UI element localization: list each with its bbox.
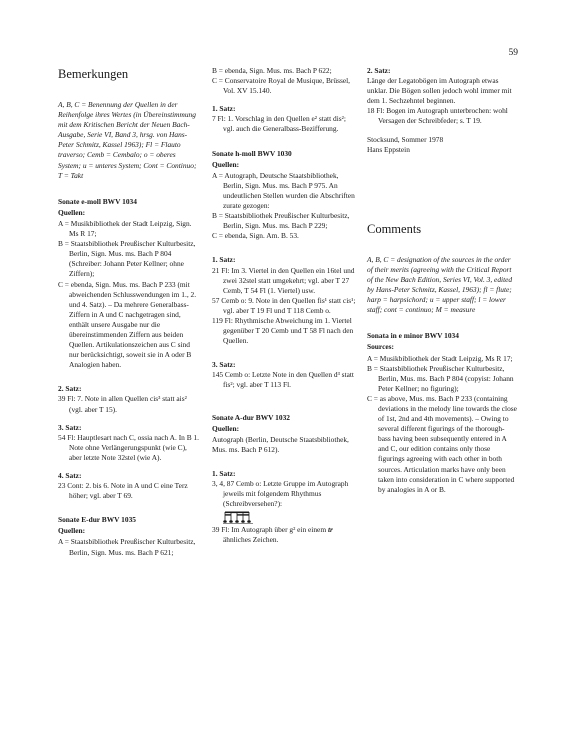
source-entry: A = Musikbibliothek der Stadt Leipzig, Sign. Ms R 17; bbox=[58, 218, 192, 239]
note-entry: 21 Fl: Im 3. Viertel in den Quellen ein 16tel und zwei 32stel statt umgekehrt; vgl. aber T 27 Cemb, T 54 Fl (1. Viertel) usw. bbox=[212, 265, 355, 295]
note-entry: 3, 4, 87 Cemb o: Letzte Gruppe im Autograph jeweils mit folgendem Rhythmus (Schreibversehen?): bbox=[212, 479, 349, 509]
source-entry: A = Musikbibliothek der Stadt Leipzig, Ms R 17; bbox=[367, 353, 513, 363]
sources-label: Sources: bbox=[367, 342, 394, 352]
signoff-name: Hans Eppstein bbox=[367, 144, 410, 154]
note-entry: 7 Fl: 1. Vorschlag in den Quellen e² statt dis²; vgl. auch die Generalbass-Bezifferung. bbox=[212, 114, 346, 134]
rhythm-notation-icon bbox=[223, 510, 253, 524]
source-entry: C = ebenda, Sign. Mus. ms. Bach P 233 (mit abweichenden Schlusswendungen im 1., 2. und 4. Satz). – Da mehrere Generalbass-Ziffern in A und C nachgetragen sind, enthält unsere Ausgabe nur die übereinstimmenden Ziffern aus beiden Quellen. Artikulationszeichen aus C sind nur berücksichtigt, soweit sie in A oder B Analogien haben. bbox=[58, 279, 197, 370]
source-entry: Autograph (Berlin, Deutsche Staatsbibliothek, Mus. ms. Bach P 612). bbox=[212, 434, 349, 454]
movement-label: 2. Satz: bbox=[367, 66, 391, 75]
trill-sign: tr bbox=[327, 525, 333, 535]
column-german-1 bbox=[58, 66, 200, 558]
intro-english: A, B, C = designation of the sources in the order of their merits (agreeing with the Critical Report of the New Bach Edition, Series VI, Vol. 3, edited by Hans-Peter Schmitz, Kassel, 1963); fl = flute; harp = harpsichord; u = upper staff; l = lower staff; cont = continuo; M = measure bbox=[367, 254, 513, 315]
movement-label: 3. Satz: bbox=[212, 360, 236, 370]
note-entry: 23 Cont: 2. bis 6. Note in A und C eine Terz höher; vgl. aber T 69. bbox=[58, 481, 188, 501]
movement-label: 1. Satz: bbox=[212, 255, 236, 265]
note-entry bbox=[212, 525, 356, 545]
note-text: 39 Fl: Im Autograph über g² ein einem bbox=[212, 525, 327, 535]
quellen-label: Quellen: bbox=[58, 207, 86, 217]
note-entry: 119 Fl: Rhythmische Abweichung im 1. Viertel gegenüber T 20 Cemb und T 58 Fl nach den Quellen. bbox=[212, 315, 354, 346]
movement-label: 1. Satz: bbox=[212, 104, 236, 114]
signoff-place: Stocksund, Sommer 1978 bbox=[367, 134, 444, 144]
quellen-label: Quellen: bbox=[212, 159, 240, 169]
column-german-2 bbox=[212, 66, 356, 545]
sonata-h-moll-title: Sonate h-moll BWV 1030 bbox=[212, 148, 292, 158]
source-entry: A = Autograph, Deutsche Staatsbibliothek, Berlin, Sign. Mus. ms. Bach P 975. An undeutlichen Stellen wurden die Abschriften zurate gezogen: bbox=[212, 170, 355, 211]
source-entry: B = Staatsbibliothek Preußischer Kulturbesitz, Berlin, Sign. Mus. ms. Bach P 229; bbox=[212, 211, 350, 231]
column-3 bbox=[367, 66, 517, 495]
note-entry: Länge der Legatobögen im Autograph etwas unklar. Die Bögen sollen jedoch wohl immer mit dem 1. Sechzehntel beginnen. bbox=[367, 76, 512, 106]
note-entry: 145 Cemb o: Letzte Note in den Quellen d³ statt fis²; vgl. aber T 113 Fl. bbox=[212, 370, 354, 390]
sonata-e-moll-title: Sonate e-moll BWV 1034 bbox=[58, 196, 137, 206]
source-entry: B = Staatsbibliothek Preußischer Kulturbesitz, Berlin, Sign. Mus. ms. Bach P 804 (Schreiber: Johann Peter Kellner; ohne Ziffern); bbox=[58, 239, 196, 279]
sonata-e-minor-title: Sonata in e minor BWV 1034 bbox=[367, 331, 459, 341]
quellen-label: Quellen: bbox=[58, 526, 86, 536]
quellen-label: Quellen: bbox=[212, 423, 240, 433]
source-entry: B = ebenda, Sign. Mus. ms. Bach P 622; bbox=[212, 66, 332, 75]
source-entry: C = ebenda, Sign. Am. B. 53. bbox=[212, 231, 299, 241]
source-entry: C = Conservatoire Royal de Musique, Brüssel, Vol. XV 15.140. bbox=[212, 76, 351, 96]
page-number: 59 bbox=[508, 48, 518, 58]
note-entry: 57 Cemb o: 9. Note in den Quellen fis¹ statt cis¹; vgl. aber T 19 Fl und T 118 Cemb o. bbox=[212, 295, 356, 315]
movement-label: 4. Satz: bbox=[58, 471, 82, 480]
movement-label: 2. Satz: bbox=[58, 384, 82, 394]
source-entry: A = Staatsbibliothek Preußischer Kulturbesitz, Berlin, Sign. Mus. ms. Bach P 621; bbox=[58, 537, 196, 557]
source-entry: B = Staatsbibliothek Preußischer Kulturbesitz, Berlin, Mus. ms. Bach P 804 (copyist: Johann Peter Kellner; no figuring); bbox=[367, 363, 514, 393]
source-entry: C = as above, Mus. ms. Bach P 233 (containing deviations in the melody line towards the close of 1st, 2nd and 4th movements). – Owing to several different figurings of the thorough-bass having been subsequently entered in A and C, our edition contains only those figurings agreeing with each other in both sources. Articulation marks have only been taken into consideration in C where supported by analogies in A or B. bbox=[367, 393, 517, 494]
sonata-a-dur-title: Sonate A-dur BWV 1032 bbox=[212, 412, 290, 422]
sonata-e-dur-title: Sonate E-dur BWV 1035 bbox=[58, 515, 136, 525]
heading-bemerkungen: Bemerkungen bbox=[58, 67, 129, 81]
heading-comments: Comments bbox=[367, 221, 422, 236]
note-entry: 39 Fl: 7. Note in allen Quellen cis³ statt ais² (vgl. aber T 15). bbox=[58, 394, 187, 414]
note-entry: 54 Fl: Hauptlesart nach C, ossia nach A. In B 1. Note ohne Verlängerungspunkt (wie C), aber letzte Note 32stel (wie A). bbox=[58, 432, 200, 462]
movement-label: 3. Satz: bbox=[58, 422, 82, 432]
note-entry: 18 Fl: Bogen im Autograph unterbrochen: wohl Versagen der Schreibfeder; s. T 19. bbox=[367, 106, 508, 126]
movement-label: 1. Satz: bbox=[212, 468, 236, 478]
intro-german: A, B, C = Benennung der Quellen in der Reihenfolge ihres Wertes (in Übereinstimmung mit dem Kritischen Bericht der Neuen Bach-Ausgabe, Serie VI, Band 3, hrsg. von Hans-Peter Schmitz, Kassel 1963); Fl = Flauto traverso; Cemb = Cembalo; o = oberes System; u = unteres System; Cont = Continuo; T = Takt bbox=[58, 100, 197, 180]
note-text: ähnliches Zeichen. bbox=[223, 535, 279, 545]
